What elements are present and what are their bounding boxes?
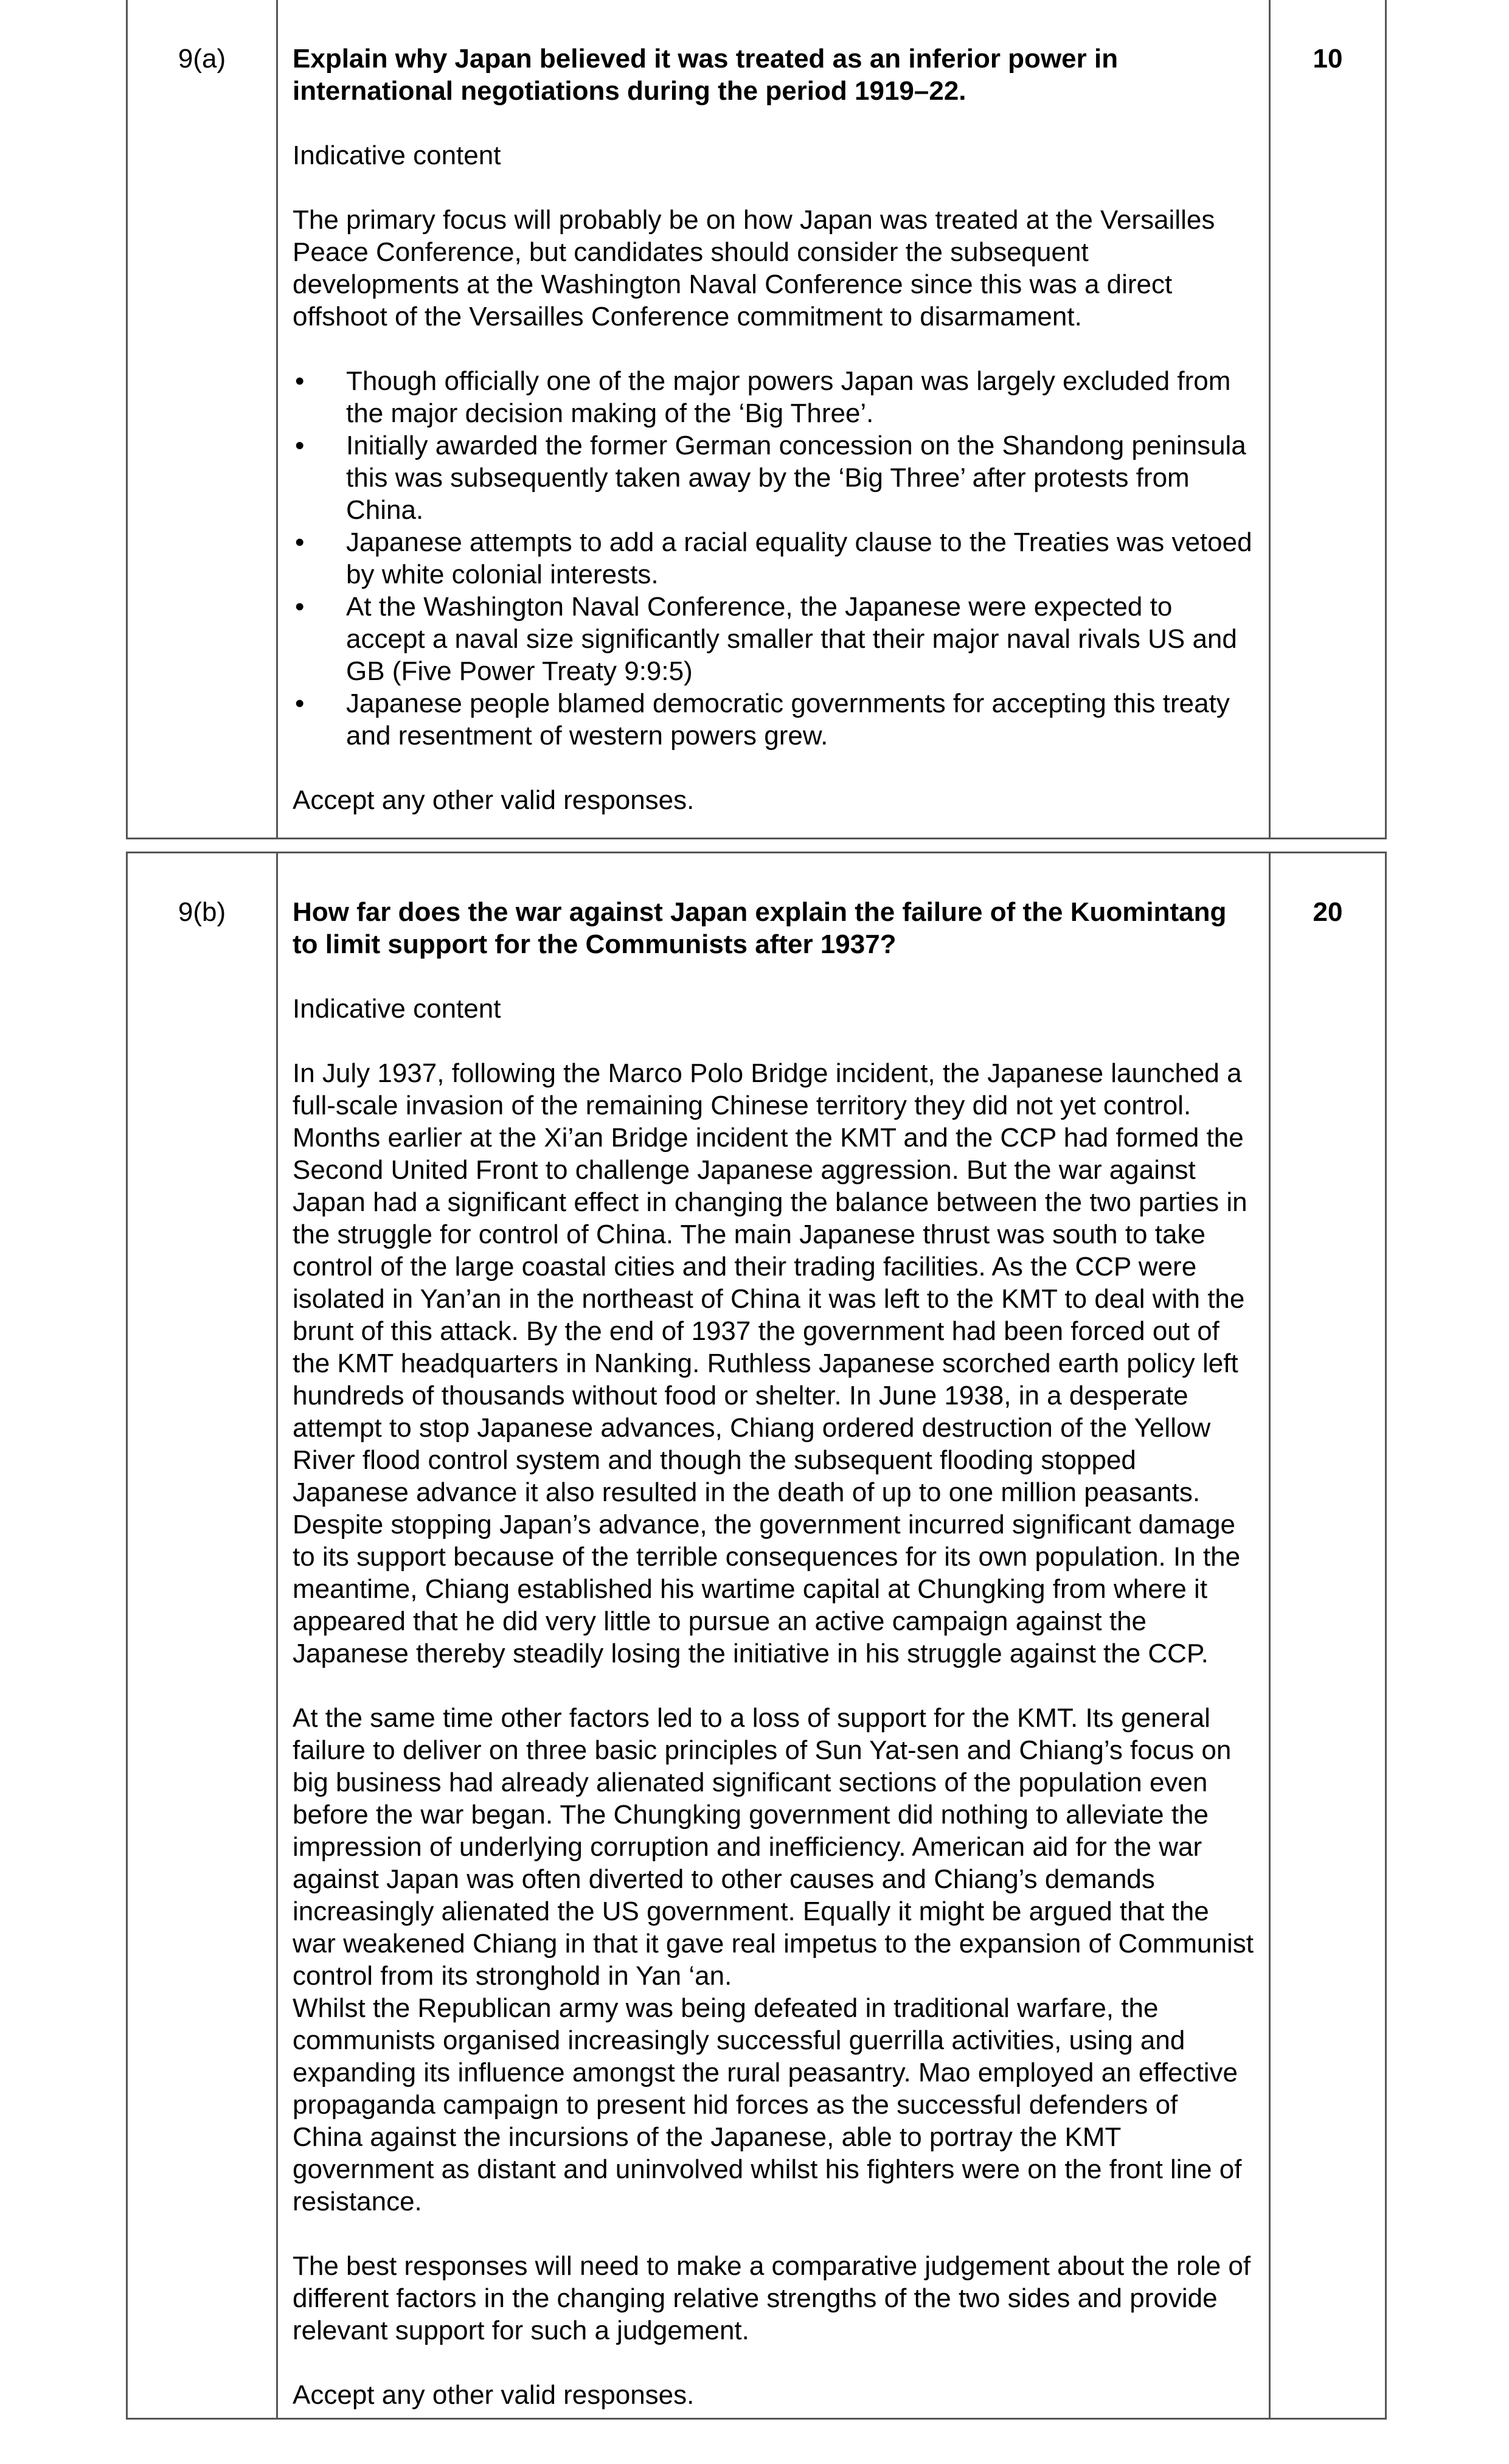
intro-paragraph: The primary focus will probably be on how Japan was treated at the Versailles Peace Conference, but candidates should consider the subsequent developments at the Washington Naval Conference since this was a direct offshoot of the Versailles Conference commitment to disarmament. [293,205,1215,331]
table-row [127,853,1386,2419]
list-item: • At the Washington Naval Conference, the Japanese were expected to accept a naval size significantly smaller that their major naval rivals US and GB (Five Power Treaty 9:9:5) [293,591,1254,687]
question-number: 9(b) [127,853,277,2419]
indicative-content-label: Indicative content [293,994,501,1024]
body-paragraph: The best responses will need to make a comparative judgement about the role of different factors in the changing relative strengths of the two sides and provide relevant support for such a judgement. [293,2251,1251,2345]
question-text: How far does the war against Japan explain the failure of the Kuomintang to limit support for the Communists after 1937? [293,897,1227,959]
body-paragraph: Whilst the Republican army was being defeated in traditional warfare, the communists organised increasingly successful guerrilla activities, using and expanding its influence amongst the rural peasantry. Mao employed an effective propaganda campaign to present hid forces as the successful defenders of China against the incursions of the Japanese, able to portray the KMT government as distant and uninvolved whilst his fighters were on the front line of resistance. [293,1993,1242,2216]
table-row [127,0,1386,839]
question-text: Explain why Japan believed it was treated as an inferior power in international negotiations during the period 1919–22. [293,44,1119,106]
marks-value: 20 [1270,853,1386,2419]
accept-note: Accept any other valid responses. [293,785,695,815]
indicative-content-label: Indicative content [293,141,501,170]
list-item: • Though officially one of the major powers Japan was largely excluded from the major decision making of the ‘Big Three’. [293,365,1254,429]
answer-content [277,0,1270,839]
accept-note: Accept any other valid responses. [293,2380,695,2410]
marks-value: 10 [1270,0,1386,839]
body-paragraph: At the same time other factors led to a loss of support for the KMT. Its general failure to deliver on three basic principles of Sun Yat-sen and Chiang’s focus on big business had already alienated significant sections of the population even before the war began. The Chungking government did nothing to alleviate the impression of underlying corruption and inefficiency. American aid for the war against Japan was often diverted to other causes and Chiang’s demands increasingly alienated the US government. Equally it might be argued that the war weakened Chiang in that it gave real impetus to the expansion of Communist control from its stronghold in Yan ‘an. [293,1703,1254,1991]
body-paragraph: In July 1937, following the Marco Polo Bridge incident, the Japanese launched a full-scale invasion of the remaining Chinese territory they did not yet control. Months earlier at the Xi’an Bridge incident the KMT and the CCP had formed the Second United Front to challenge Japanese aggression. But the war against Japan had a significant effect in changing the balance between the two parties in the struggle for control of China. The main Japanese thrust was south to take control of the large coastal cities and their trading facilities. As the CCP were isolated in Yan’an in the northeast of China it was left to the KMT to deal with the brunt of this attack. By the end of 1937 the government had been forced out of the KMT headquarters in Nanking. Ruthless Japanese scorched earth policy left hundreds of thousands without food or shelter. In June 1938, in a desperate attempt to stop Japanese advances, Chiang ordered destruction of the Yellow River flood control system and though the subsequent flooding stopped Japanese advance it also resulted in the death of up to one million peasants. Despite stopping Japan’s advance, the government incurred significant damage to its support because of the terrible consequences for its own population. In the meantime, Chiang established his wartime capital at Chungking from where it appeared that he did very little to pursue an active campaign against the Japanese thereby steadily losing the initiative in his struggle against the CCP. [293,1058,1247,1668]
bullet-list [293,365,1254,752]
list-item: • Initially awarded the former German concession on the Shandong peninsula this was subsequently taken away by the ‘Big Three’ after protests from China. [293,429,1254,526]
question-table-9a [126,0,1387,839]
list-item: • Japanese people blamed democratic governments for accepting this treaty and resentment of western powers grew. [293,687,1254,752]
question-number: 9(a) [127,0,277,839]
list-item: • Japanese attempts to add a racial equality clause to the Treaties was vetoed by white colonial interests. [293,526,1254,591]
question-table-9b [126,852,1387,2420]
answer-content [277,853,1270,2419]
